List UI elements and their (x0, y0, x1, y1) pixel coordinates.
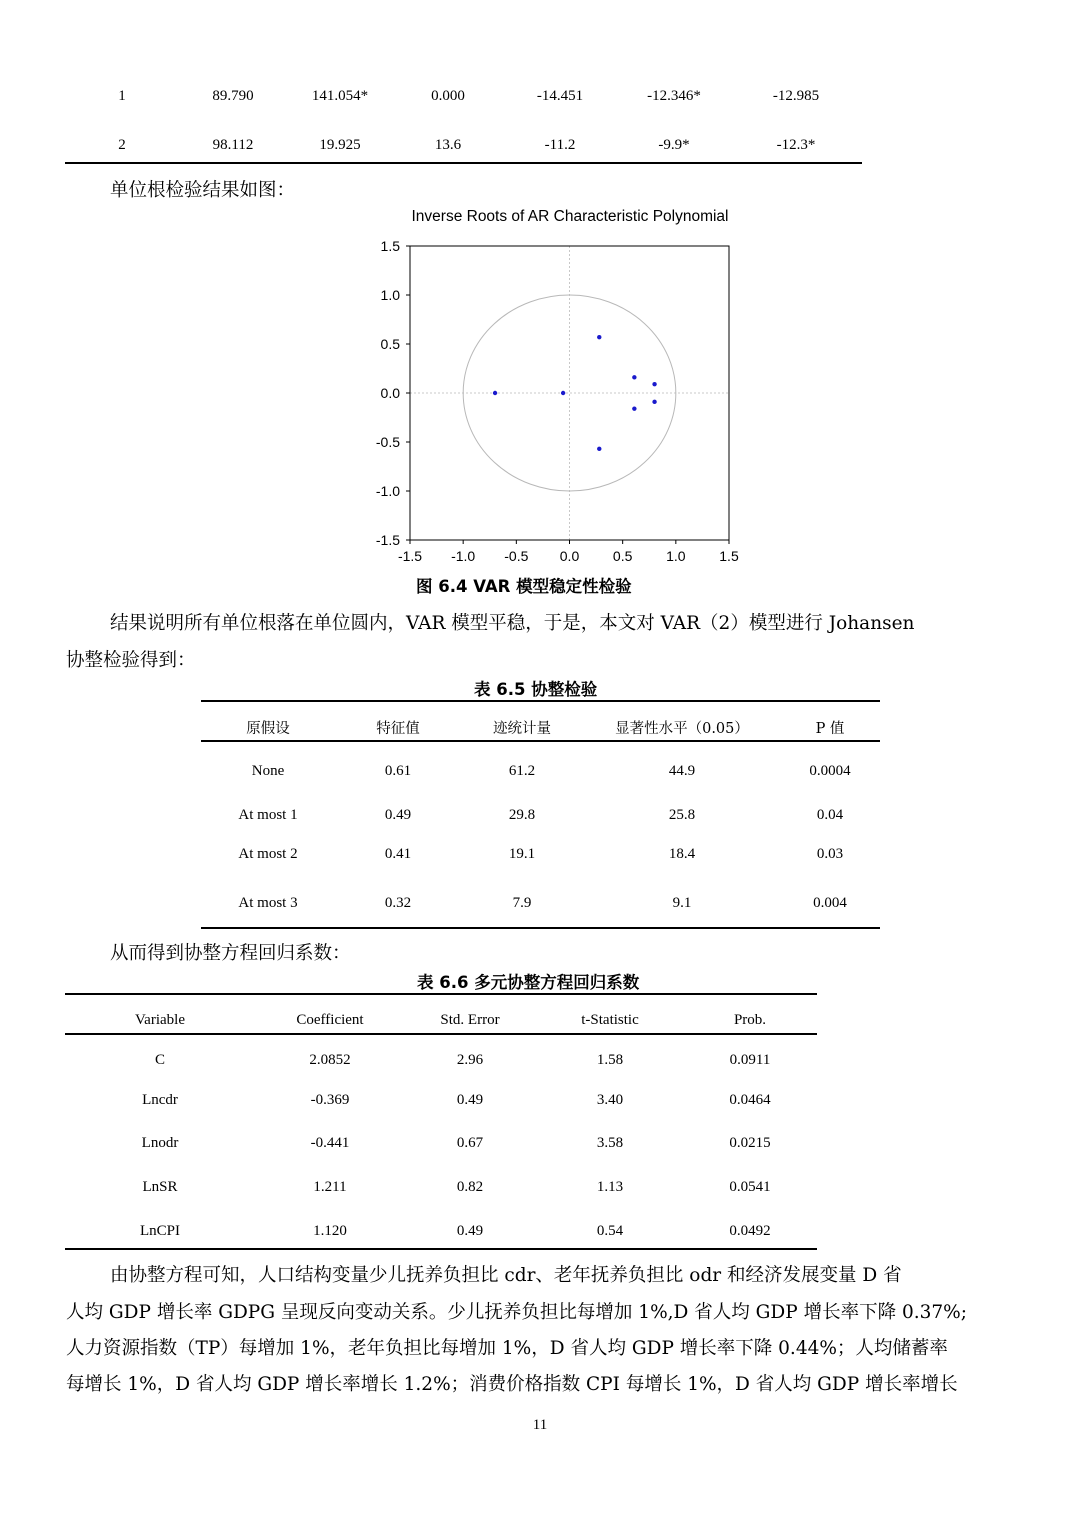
table-cell: 3.40 (596, 1092, 624, 1108)
table-cell: At most 1 (238, 807, 298, 823)
table-header-cell: 特征值 (376, 721, 420, 737)
table-cell: 0.000 (431, 88, 465, 104)
y-tick-label: 0.0 (380, 385, 400, 401)
table-cell: 0.03 (816, 846, 844, 862)
table-cell: 1.13 (596, 1179, 624, 1195)
table-cell: Lnodr (141, 1135, 179, 1151)
table-header-cell: Variable (135, 1012, 185, 1028)
table-top-rule (201, 700, 880, 702)
table-cell: 19.1 (508, 846, 536, 862)
table-cell: 0.04 (816, 807, 844, 823)
table-bottom-rule (65, 1248, 817, 1250)
table-cell: 89.790 (212, 88, 254, 104)
final-text-line2: 人均 GDP 增长率 GDPG 呈现反向变动关系。少儿抚养负担比每增加 1%,D 省人均 GDP 增长率下降 0.37%; (66, 1302, 967, 1323)
y-tick-label: 1.5 (380, 238, 400, 254)
table-65-caption: 表 6.5 协整检验 (474, 680, 598, 699)
table-cell: 0.67 (456, 1135, 484, 1151)
table-bottom-rule (201, 927, 880, 929)
table-cell: 1.58 (596, 1052, 624, 1068)
table-cell: 0.49 (384, 807, 412, 823)
table-cell: 18.4 (668, 846, 696, 862)
table-cell: 13.6 (434, 137, 462, 153)
chart-title: Inverse Roots of AR Characteristic Polynomial (411, 208, 729, 225)
x-tick-label: -1.0 (451, 548, 476, 564)
table-top-rule (65, 993, 817, 995)
result-text-line1: 结果说明所有单位根落在单位圆内，VAR 模型平稳，于是，本文对 VAR（2）模型进行 Johansen (110, 613, 915, 634)
table-header-cell: 原假设 (246, 721, 290, 737)
y-tick-label: -0.5 (375, 434, 400, 450)
table-cell: At most 2 (238, 846, 298, 862)
y-tick-label: -1.5 (375, 532, 400, 548)
table-cell: 19.925 (319, 137, 361, 153)
table-bottom-rule (65, 162, 862, 164)
root-point (632, 406, 636, 410)
table-cell: 0.61 (384, 763, 412, 779)
root-point (632, 375, 636, 379)
table-cell: -0.441 (310, 1135, 350, 1151)
table-cell: 0.82 (456, 1179, 484, 1195)
table-66-caption: 表 6.6 多元协整方程回归系数 (417, 973, 640, 992)
table-cell: -14.451 (536, 88, 584, 104)
table-cell: -0.369 (310, 1092, 350, 1108)
table-cell: 0.49 (456, 1223, 484, 1239)
x-tick-label: 1.5 (719, 548, 739, 564)
table-cell: 98.112 (212, 137, 254, 153)
table-cell: 0.0004 (809, 763, 851, 779)
root-point (493, 391, 497, 395)
y-tick-label: 0.5 (380, 336, 400, 352)
final-text-line1: 由协整方程可知，人口结构变量少儿抚养负担比 cdr、老年抚养负担比 odr 和经济发展变量 D 省 (110, 1265, 902, 1286)
table-header-cell: Std. Error (440, 1012, 500, 1028)
final-text-line3: 人力资源指数（TP）每增加 1%，老年负担比每增加 1%，D 省人均 GDP 增长率下降 0.44%；人均储蓄率 (66, 1338, 948, 1359)
table-cell: 0.54 (596, 1223, 624, 1239)
result-text-line2: 协整检验得到： (66, 650, 196, 671)
table-header-cell: t-Statistic (581, 1012, 639, 1028)
root-point (597, 335, 601, 339)
x-tick-label: -0.5 (504, 548, 529, 564)
table-cell: LnCPI (139, 1223, 180, 1239)
table-cell: 61.2 (508, 763, 536, 779)
table-header-cell: Coefficient (296, 1012, 364, 1028)
table-cell: 1.211 (313, 1179, 347, 1195)
table-header-cell: Prob. (733, 1012, 767, 1028)
table-cell: 0.0541 (729, 1179, 771, 1195)
table-cell: 29.8 (508, 807, 536, 823)
table-header-cell: P 值 (815, 721, 845, 737)
table-cell: 1.120 (313, 1223, 347, 1239)
table-cell: -12.346* (647, 88, 701, 104)
x-tick-label: 1.0 (666, 548, 686, 564)
table-cell: None (251, 763, 285, 779)
table-cell: 0.0492 (729, 1223, 771, 1239)
table-cell: 0.0464 (729, 1092, 771, 1108)
table-cell: 25.8 (668, 807, 696, 823)
y-tick-label: 1.0 (380, 287, 400, 303)
table-cell: 2.0852 (309, 1052, 351, 1068)
table-cell: At most 3 (238, 895, 298, 911)
table-cell: -9.9* (658, 137, 690, 153)
table-cell: 7.9 (512, 895, 532, 911)
table-cell: 0.49 (456, 1092, 484, 1108)
table-cell: -11.2 (544, 137, 576, 153)
x-tick-label: 0.5 (612, 548, 633, 564)
table-header-rule (201, 740, 880, 742)
coef-intro-text: 从而得到协整方程回归系数： (110, 943, 351, 964)
x-tick-label: -1.5 (397, 548, 423, 564)
table-header-cell: 迹统计量 (493, 721, 551, 737)
page-number: 11 (532, 1417, 548, 1433)
y-tick-label: -1.0 (375, 483, 400, 499)
table-cell: 9.1 (672, 895, 692, 911)
x-tick-label: 0.0 (559, 548, 580, 564)
table-cell: 2.96 (456, 1052, 484, 1068)
table-cell: 0.0911 (729, 1052, 771, 1068)
figure-caption-text: 图 6.4 VAR 模型稳定性检验 (416, 577, 632, 596)
table-cell: 0.0215 (729, 1135, 771, 1151)
root-point (597, 447, 601, 451)
table-header-rule (65, 1033, 817, 1035)
root-point (652, 400, 656, 404)
table-cell: 0.41 (384, 846, 412, 862)
root-point (652, 382, 656, 386)
table-cell: 1 (118, 88, 126, 104)
table-cell: -12.3* (776, 137, 816, 153)
ar-roots-chart (360, 200, 760, 570)
final-text-line4: 每增长 1%，D 省人均 GDP 增长率增长 1.2%；消费价格指数 CPI 每增长 1%，D 省人均 GDP 增长率增长 (66, 1374, 958, 1395)
figure-caption (416, 573, 632, 597)
root-point (561, 391, 565, 395)
table-cell: 2 (118, 137, 126, 153)
table-cell: 3.58 (596, 1135, 624, 1151)
table-cell: Lncdr (142, 1092, 178, 1108)
table-cell: 0.32 (384, 895, 412, 911)
table-header-cell: 显著性水平（0.05） (615, 721, 749, 737)
table-cell: 44.9 (668, 763, 696, 779)
intro-text: 单位根检验结果如图： (110, 180, 296, 201)
table-cell: -12.985 (772, 88, 820, 104)
table-cell: LnSR (142, 1179, 178, 1195)
table-cell: 141.054* (311, 88, 369, 104)
table-cell: C (154, 1052, 165, 1068)
table-cell: 0.004 (813, 895, 847, 911)
